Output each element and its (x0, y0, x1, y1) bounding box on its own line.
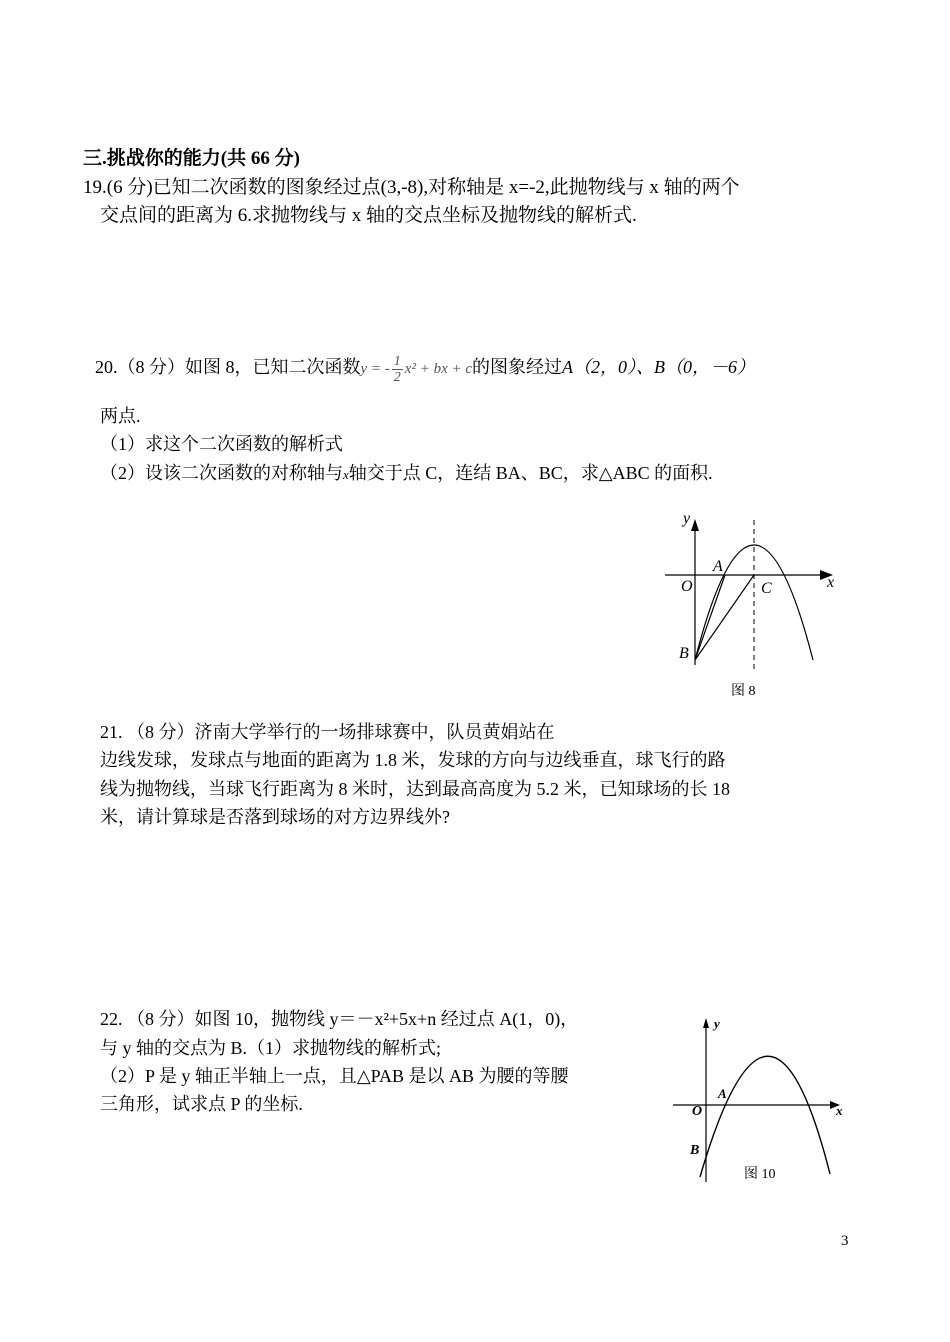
fig10-label-y: y (714, 1016, 720, 1031)
fig8-caption: 图 8 (731, 684, 756, 699)
fig10-label-x: x (836, 1103, 843, 1118)
q20-part1: （1）求这个二次函数的解析式 (100, 434, 343, 454)
fig8-label-o: O (681, 578, 693, 595)
q21-line4: 米，请计算球是否落到球场的对方边界线外? (100, 807, 450, 827)
q20-formula: y = - $\frac{1}{2}$ x² + bx + c (360, 354, 473, 386)
q22-line1: 22. （8 分）如图 10，抛物线 y＝－x²+5x+n 经过点 A(1，0)， (100, 1009, 579, 1029)
figure-10 (668, 1012, 858, 1197)
q22-line3: （2）P 是 y 轴正半轴上一点，且△PAB 是以 AB 为腰的等腰 (100, 1066, 569, 1086)
q19-line1: 19.(6 分)已知二次函数的图象经过点(3,-8),对称轴是 x=-2,此抛物线与 x 轴的两个 (83, 177, 740, 198)
fig8-label-c: C (761, 580, 772, 597)
fig8-label-a: A (713, 558, 723, 575)
fig10-label-o: O (692, 1104, 703, 1119)
fig10-parabola (700, 1056, 830, 1177)
q20-suffix-b: A（2，0）、B（0，－6） (562, 357, 756, 377)
fig8-y-arrow (691, 519, 699, 531)
fig8-label-x: x (827, 574, 835, 591)
q20-fraction: $\frac{1}{2}$ (393, 354, 401, 386)
q21-line1: 21. （8 分）济南大学举行的一场排球赛中，队员黄娟站在 (100, 722, 555, 742)
fig8-label-b: B (679, 645, 689, 662)
fig8-line-bc (695, 575, 754, 660)
fig8-line-ba (695, 575, 725, 660)
q20-line1 (95, 348, 755, 388)
q19-line2: 交点间的距离为 6.求抛物线与 x 轴的交点坐标及抛物线的解析式. (100, 205, 637, 226)
page-number: 3 (841, 1233, 849, 1249)
figure-8 (655, 505, 855, 705)
q20-suffix-a: 的图象经过 (472, 357, 563, 377)
q20-part2: （2）设该二次函数的对称轴与x轴交于点 C，连结 BA、BC，求△ABC 的面积. (100, 463, 713, 483)
q21-line2: 边线发球，发球点与地面的距离为 1.8 米，发球的方向与边线垂直，球飞行的路 (100, 750, 726, 770)
fig10-caption: 图 10 (744, 1167, 776, 1182)
section-title: 三.挑战你的能力(共 66 分) (83, 148, 300, 169)
q20-line2: 两点. (100, 406, 141, 426)
fig10-y-arrow (703, 1018, 709, 1028)
q21-line3: 线为抛物线，当球飞行距离为 8 米时，达到最高高度为 5.2 米，已知球场的长 18 (100, 779, 730, 799)
q22-line4: 三角形，试求点 P 的坐标. (100, 1094, 303, 1114)
fig10-label-b: B (690, 1143, 700, 1158)
fig10-label-a: A (718, 1086, 727, 1101)
q22-line2: 与 y 轴的交点为 B.（1）求抛物线的解析式; (100, 1038, 442, 1058)
fig8-label-y: y (683, 510, 691, 527)
q20-prefix: 20.（8 分）如图 8，已知二次函数 (95, 357, 361, 377)
